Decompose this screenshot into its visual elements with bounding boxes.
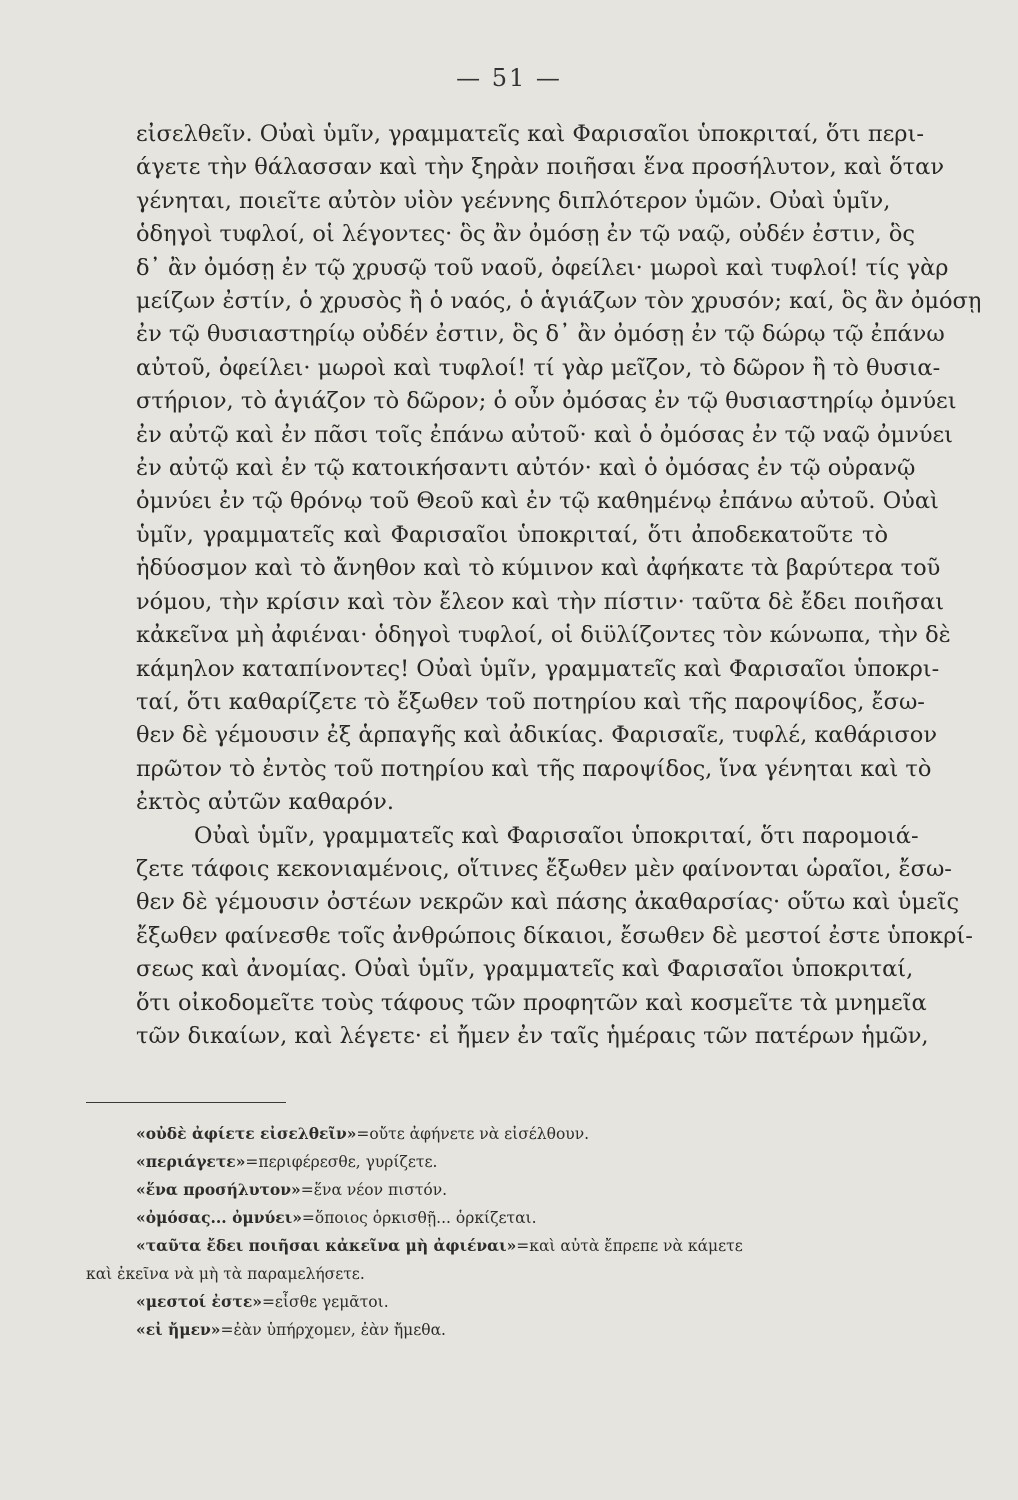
text-line: μείζων ἐστίν, ὁ χρυσὸς ἢ ὁ ναός, ὁ ἁγιάζων τὸν χρυσόν; καί, ὃς ἂν ὀμόσῃ: [136, 288, 982, 315]
text-line: εἰσελθεῖν. Οὐαὶ ὑμῖν, γραμματεῖς καὶ Φαρισαῖοι ὑποκριταί, ὅτι περι-: [136, 121, 924, 147]
text-line: ἐκτὸς αὐτῶν καθαρόν.: [136, 789, 394, 816]
text-line: ὀμνύει ἐν τῷ θρόνῳ τοῦ Θεοῦ καὶ ἐν τῷ καθημένῳ ἐπάνω αὐτοῦ. Οὐαὶ: [136, 488, 939, 515]
text-line: ζετε τάφοις κεκονιαμένοις, οἵτινες ἔξωθεν μὲν φαίνονται ὡραῖοι, ἔσω-: [136, 855, 952, 882]
text-line: άγετε τὴν θάλασσαν καὶ τὴν ξηρὰν ποιῆσαι ἕνα προσήλυτον, καὶ ὅταν: [136, 154, 945, 181]
text-line: αὐτοῦ, ὀφείλει· μωροὶ καὶ τυφλοί! τί γὰρ μεῖζον, τὸ δῶρον ἢ τὸ θυσια-: [136, 354, 941, 381]
text-line: στήριον, τὸ ἁγιάζον τὸ δῶρον; ὁ οὖν ὀμόσας ἐν τῷ θυσιαστηρίῳ ὀμνύει: [136, 388, 957, 415]
text-line: ὅτι οἰκοδομεῖτε τοὺς τάφους τῶν προφητῶν καὶ κοσμεῖτε τὰ μνημεῖα: [136, 989, 927, 1016]
text-line: ἔξωθεν φαίνεσθε τοῖς ἀνθρώποις δίκαιοι, ἔσωθεν δὲ μεστοί ἐστε ὑποκρί-: [136, 922, 973, 949]
footnote-term: «οὐδὲ ἀφίετε εἰσελθεῖν»: [136, 1124, 357, 1143]
text-line: γένηται, ποιεῖτε αὐτὸν υἱὸν γεέννης διπλότερον ὑμῶν. Οὐαὶ ὑμῖν,: [136, 187, 891, 214]
footnote: [86, 1176, 898, 1204]
footnote-gloss: καὶ ἐκεῖνα νὰ μὴ τὰ παραμελήσετε.: [86, 1265, 365, 1283]
text-line: κἀκεῖνα μὴ ἀφιέναι· ὁδηγοὶ τυφλοί, οἱ διϋλίζοντες τὸν κώνωπα, τὴν δὲ: [136, 622, 951, 649]
footnote-gloss: =ἕνα νέον πιστόν.: [300, 1181, 448, 1199]
text-line: ἡδύοσμον καὶ τὸ ἄνηθον καὶ τὸ κύμινον καὶ ἀφήκατε τὰ βαρύτερα τοῦ: [136, 555, 941, 582]
footnote-gloss: =ὅποιος ὁρκισθῇ... ὁρκίζεται.: [301, 1209, 537, 1227]
footnote: [86, 1316, 898, 1344]
footnotes: [86, 1120, 898, 1344]
text-line: Οὐαὶ ὑμῖν, γραμματεῖς καὶ Φαρισαῖοι ὑποκριταί, ὅτι παρομοιά-: [194, 822, 919, 849]
main-text: [136, 118, 982, 1053]
footnote: [86, 1120, 898, 1148]
text-line: δ᾽ ἂν ὀμόσῃ ἐν τῷ χρυσῷ τοῦ ναοῦ, ὀφείλει· μωροὶ καὶ τυφλοί! τίς γὰρ: [136, 254, 949, 281]
footnote-term: «μεστοί ἐστε»: [136, 1292, 262, 1311]
footnote: [86, 1232, 898, 1260]
footnote-gloss: =ἐὰν ὑπήρχομεν, ἐὰν ἤμεθα.: [220, 1321, 446, 1339]
footnote-term: «ἕνα προσήλυτον»: [136, 1180, 301, 1199]
footnote-gloss: =περιφέρεσθε, γυρίζετε.: [245, 1153, 438, 1171]
footnote-term: «εἰ ἤμεν»: [136, 1320, 221, 1339]
footnote-divider: [86, 1102, 286, 1103]
text-line: ἐν τῷ θυσιαστηρίῳ οὐδέν ἐστιν, ὃς δ᾽ ἂν ὀμόσῃ ἐν τῷ δώρῳ τῷ ἐπάνω: [136, 321, 945, 348]
footnote-term: «ὀμόσας... ὀμνύει»: [136, 1208, 302, 1227]
footnote-gloss: =εἶσθε γεμᾶτοι.: [261, 1293, 389, 1311]
text-line: κάμηλον καταπίνοντες! Οὐαὶ ὑμῖν, γραμματεῖς καὶ Φαρισαῖοι ὑποκρι-: [136, 655, 940, 682]
footnote: [86, 1148, 898, 1176]
text-line: τῶν δικαίων, καὶ λέγετε· εἰ ἤμεν ἐν ταῖς ἡμέραις τῶν πατέρων ἡμῶν,: [136, 1022, 929, 1049]
text-line: ἐν αὐτῷ καὶ ἐν πᾶσι τοῖς ἐπάνω αὐτοῦ· καὶ ὁ ὀμόσας ἐν τῷ ναῷ ὀμνύει: [136, 421, 953, 448]
text-line: ταί, ὅτι καθαρίζετε τὸ ἔξωθεν τοῦ ποτηρίου καὶ τῆς παροψίδος, ἔσω-: [136, 688, 925, 715]
footnote-term: «ταῦτα ἔδει ποιῆσαι κἀκεῖνα μὴ ἀφιέναι»: [136, 1236, 517, 1255]
text-line: ὁδηγοὶ τυφλοί, οἱ λέγοντες· ὃς ἂν ὀμόσῃ ἐν τῷ ναῷ, οὐδέν ἐστιν, ὃς: [136, 221, 915, 248]
text-line: νόμου, τὴν κρίσιν καὶ τὸν ἔλεον καὶ τὴν πίστιν· ταῦτα δὲ ἔδει ποιῆσαι: [136, 588, 945, 615]
text-line: πρῶτον τὸ ἐντὸς τοῦ ποτηρίου καὶ τῆς παροψίδος, ἵνα γένηται καὶ τὸ: [136, 755, 932, 782]
footnote: [86, 1288, 898, 1316]
footnote-gloss: =καὶ αὐτὰ ἔπρεπε νὰ κάμετε: [516, 1237, 743, 1255]
text-line: θεν δὲ γέμουσιν ὀστέων νεκρῶν καὶ πάσης ἀκαθαρσίας· οὕτω καὶ ὑμεῖς: [136, 889, 960, 916]
text-line: ἐν αὐτῷ καὶ ἐν τῷ κατοικήσαντι αὐτόν· καὶ ὁ ὀμόσας ἐν τῷ οὐρανῷ: [136, 455, 916, 482]
footnote-gloss: =οὔτε ἀφήνετε νὰ εἰσέλθουν.: [356, 1125, 590, 1143]
footnote-term: «περιάγετε»: [136, 1152, 246, 1171]
footnote-continuation: [86, 1260, 898, 1288]
text-line: ὑμῖν, γραμματεῖς καὶ Φαρισαῖοι ὑποκριταί, ὅτι ἀποδεκατοῦτε τὸ: [136, 521, 888, 548]
footnote: [86, 1204, 898, 1232]
page-number: — 51 —: [456, 64, 562, 92]
text-line: θεν δὲ γέμουσιν ἐξ ἁρπαγῆς καὶ ἀδικίας. Φαρισαῖε, τυφλέ, καθάρισον: [136, 722, 938, 749]
text-line: σεως καὶ ἀνομίας. Οὐαὶ ὑμῖν, γραμματεῖς καὶ Φαρισαῖοι ὑποκριταί,: [136, 956, 914, 983]
